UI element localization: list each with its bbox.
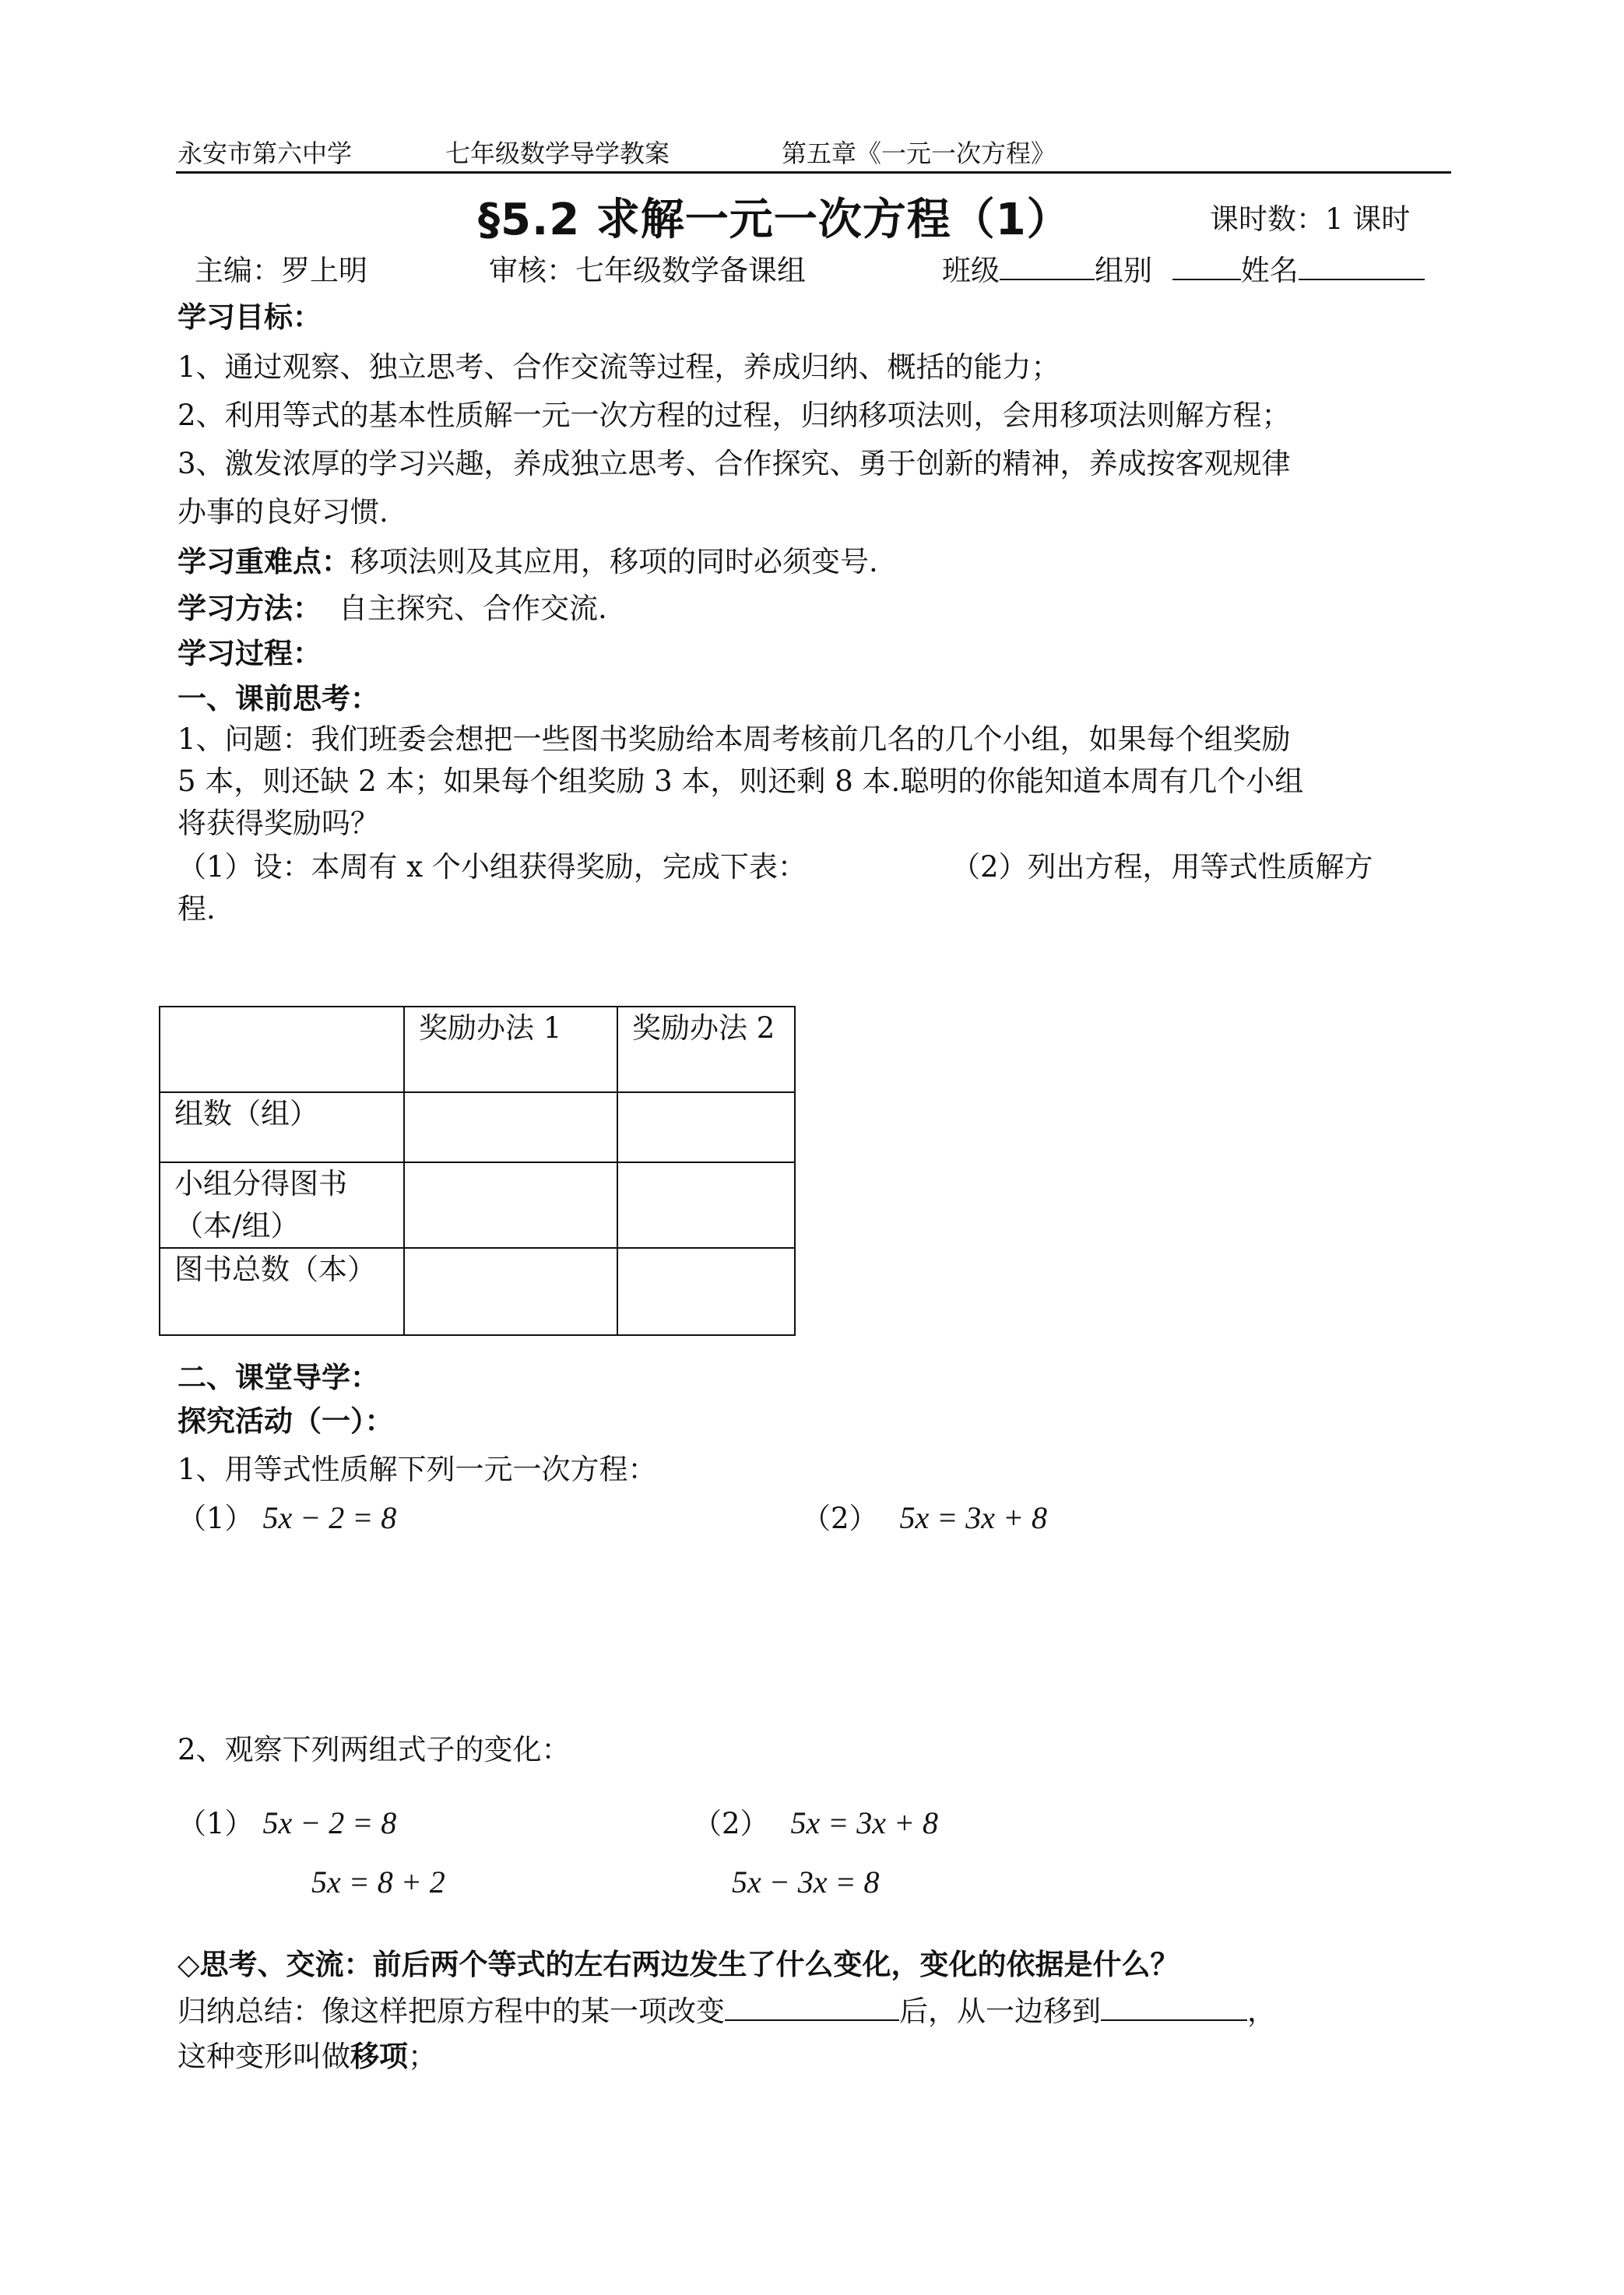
- q2-a-label: （1）: [178, 1807, 254, 1840]
- summary-line-1: [178, 1990, 1276, 2033]
- think-discuss: ◇思考、交流：前后两个等式的左右两边发生了什么变化，变化的依据是什么？: [178, 1948, 1179, 1981]
- problem-line-3: 将获得奖励吗？: [178, 807, 379, 840]
- sub-question-2-cont: 程.: [178, 892, 216, 926]
- summary-part-1: 归纳总结：像这样把原方程中的某一项改变: [178, 1995, 725, 2028]
- class-field: [942, 249, 1425, 293]
- q2-b: [693, 1801, 938, 1846]
- method-text: 自主探究、合作交流.: [339, 592, 607, 625]
- problem-line-1: 1、问题：我们班委会想把一些图书奖励给本周考核前几名的几个小组，如果每个组奖励: [178, 722, 1291, 756]
- q1-b: [802, 1496, 1047, 1541]
- cell-total-books-method-2[interactable]: [617, 1248, 795, 1335]
- summary-part-2: 后，从一边移到: [899, 1995, 1101, 2028]
- q2-b-equation-2: 5x − 3x = 8: [732, 1864, 880, 1900]
- sub-question-2: （2）列出方程，用等式性质解方: [951, 850, 1373, 884]
- table-header-method-2: 奖励办法 2: [617, 1007, 795, 1092]
- cell-books-per-group-method-2[interactable]: [617, 1162, 795, 1248]
- activity-heading: 探究活动（一）：: [178, 1404, 394, 1438]
- summary-line2-c: ；: [408, 2040, 437, 2073]
- q1-a-label: （1）: [178, 1502, 254, 1535]
- q1-a-equation: 5x − 2 = 8: [262, 1500, 397, 1535]
- key-points: [178, 540, 878, 584]
- row-label-groups: 组数（组）: [160, 1092, 404, 1162]
- term-transpose: 移项: [350, 2040, 408, 2073]
- cell-books-per-group-method-1[interactable]: [404, 1162, 617, 1248]
- header-doc-type: 七年级数学导学教案: [445, 139, 670, 168]
- table-header-method-1: 奖励办法 1: [404, 1007, 617, 1092]
- lesson-count: 课时数：1 课时: [1210, 202, 1411, 236]
- cell-groups-method-2[interactable]: [617, 1092, 795, 1162]
- objective-3-cont: 办事的良好习惯.: [178, 495, 388, 529]
- key-points-label: 学习重难点：: [178, 545, 350, 578]
- q2-a: [178, 1801, 396, 1846]
- header-school: 永安市第六中学: [178, 139, 353, 168]
- section1-heading: 一、课前思考：: [178, 682, 379, 715]
- q2-b-line-2: [732, 1861, 880, 1905]
- reviewer: 审核：七年级数学备课组: [489, 254, 806, 287]
- table-corner-cell: [160, 1007, 404, 1092]
- cell-groups-method-1[interactable]: [404, 1092, 617, 1162]
- objective-2: 2、利用等式的基本性质解一元一次方程的过程，归纳移项法则，会用移项法则解方程；: [178, 399, 1291, 432]
- sub-question-1: （1）设：本周有 x 个小组获得奖励，完成下表：: [178, 850, 807, 884]
- q1-b-label: （2）: [802, 1502, 878, 1535]
- group-label: 组别: [1095, 254, 1152, 287]
- q1-a: [178, 1496, 396, 1541]
- name-blank[interactable]: [1299, 252, 1425, 280]
- summary-blank-1[interactable]: [725, 1993, 899, 2021]
- process-heading: 学习过程：: [178, 637, 322, 670]
- objective-1: 1、通过观察、独立思考、合作交流等过程，养成归纳、概括的能力；: [178, 350, 1060, 384]
- section2-heading: 二、课堂导学：: [178, 1361, 379, 1394]
- question-1: 1、用等式性质解下列一元一次方程：: [178, 1453, 657, 1486]
- editor: 主编：罗上明: [195, 254, 367, 287]
- row-label-books-per-group: 小组分得图书（本/组）: [160, 1162, 404, 1248]
- cell-total-books-method-1[interactable]: [404, 1248, 617, 1335]
- table-row: [160, 1248, 795, 1335]
- q1-b-equation: 5x = 3x + 8: [899, 1500, 1048, 1535]
- header-rule: [176, 171, 1451, 174]
- objective-3: 3、激发浓厚的学习兴趣，养成独立思考、合作探究、勇于创新的精神，养成按客观规律: [178, 447, 1291, 480]
- name-label: 姓名: [1240, 254, 1299, 287]
- key-points-text: 移项法则及其应用，移项的同时必须变号.: [350, 545, 878, 578]
- summary-line-2: [178, 2035, 437, 2079]
- method-label: 学习方法：: [178, 592, 322, 625]
- class-blank[interactable]: [1000, 252, 1095, 280]
- table-header-row: [160, 1007, 795, 1092]
- problem-line-2: 5 本，则还缺 2 本；如果每个组奖励 3 本，则还剩 8 本.聪明的你能知道本周有几个小组: [178, 764, 1304, 798]
- q2-b-label: （2）: [693, 1807, 769, 1840]
- group-blank[interactable]: [1172, 252, 1241, 280]
- header-chapter: 第五章《一元一次方程》: [782, 139, 1056, 168]
- objectives-heading: 学习目标：: [178, 300, 322, 334]
- q2-a-line-2: [311, 1861, 445, 1905]
- row-label-total-books: 图书总数（本）: [160, 1248, 404, 1335]
- table-row: [160, 1162, 795, 1248]
- q2-b-equation-1: 5x = 3x + 8: [790, 1805, 939, 1840]
- reward-table: [159, 1006, 796, 1336]
- method: [178, 587, 607, 631]
- class-label: 班级: [942, 254, 1000, 287]
- q2-a-equation-1: 5x − 2 = 8: [262, 1805, 397, 1840]
- summary-blank-2[interactable]: [1101, 1993, 1247, 2021]
- question-2: 2、观察下列两组式子的变化：: [178, 1733, 571, 1766]
- summary-line2-a: 这种变形叫做: [178, 2040, 350, 2073]
- summary-part-3: ，: [1247, 1995, 1276, 2028]
- table-row: [160, 1092, 795, 1162]
- page-title: §5.2 求解一元一次方程（1）: [478, 195, 1071, 245]
- q2-a-equation-2: 5x = 8 + 2: [311, 1864, 445, 1900]
